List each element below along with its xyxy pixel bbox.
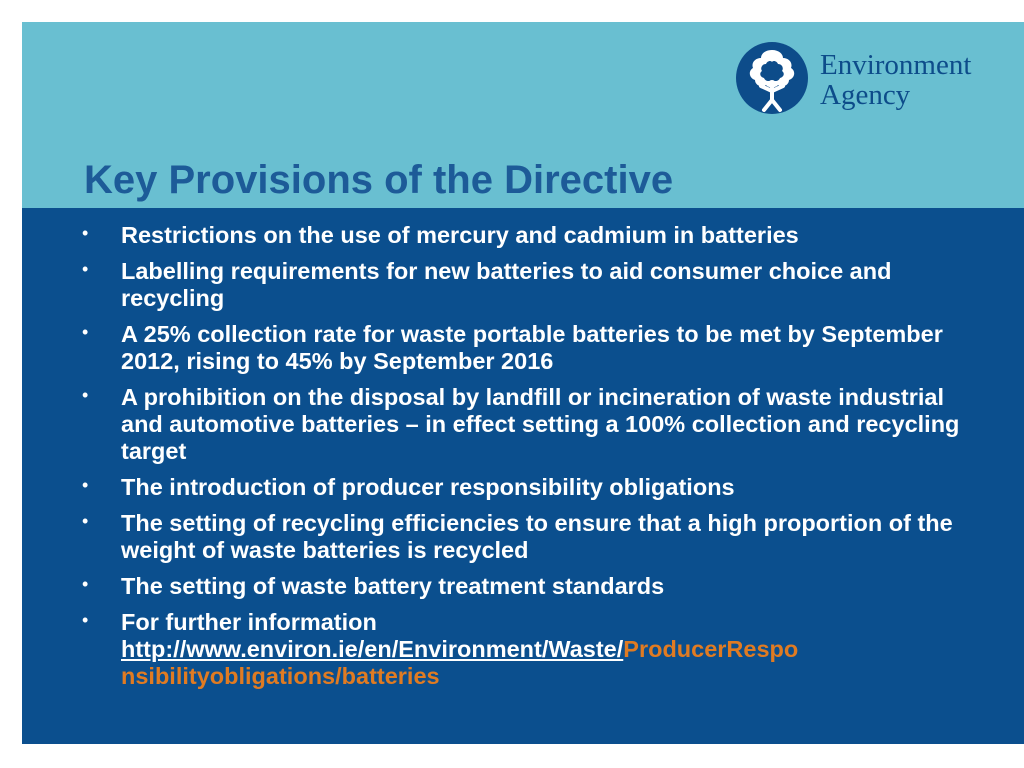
- bullet-item: [82, 222, 982, 249]
- bullet-text: A prohibition on the disposal by landfill or incineration of waste industrial and automotive batteries – in effect setting a 100% collection and recycling target: [121, 384, 960, 464]
- bullet-text: Labelling requirements for new batteries to aid consumer choice and recycling: [121, 258, 892, 311]
- environment-agency-tree-figure-icon: [734, 40, 810, 116]
- bullet-item: [82, 258, 982, 312]
- bullet-icon: •: [82, 385, 89, 405]
- further-info-link-path[interactable]: ProducerRespo nsibilityobligations/batteries: [121, 636, 799, 689]
- bullet-item-further-info: [82, 609, 982, 690]
- further-info-link-url[interactable]: http://www.environ.ie/en/Environment/Waste/: [121, 636, 624, 662]
- bullet-icon: •: [82, 511, 89, 531]
- bullet-text: The setting of waste battery treatment standards: [121, 573, 665, 599]
- bullet-icon: •: [82, 322, 89, 342]
- bullet-list: [82, 222, 982, 699]
- bullet-text: Restrictions on the use of mercury and cadmium in batteries: [121, 222, 799, 248]
- bullet-icon: •: [82, 475, 89, 495]
- bullet-icon: •: [82, 610, 89, 630]
- logo-wordmark-line1: Environment: [820, 49, 972, 81]
- environment-agency-logo: [734, 40, 996, 116]
- bullet-icon: •: [82, 259, 89, 279]
- further-info-link[interactable]: [121, 636, 798, 689]
- header-band: [22, 22, 1024, 208]
- logo-wordmark-line2: Agency: [820, 79, 911, 111]
- bullet-item: [82, 474, 982, 501]
- bullet-text: A 25% collection rate for waste portable batteries to be met by September 2012, rising to 45% by September 2016: [121, 321, 943, 374]
- bullet-icon: •: [82, 574, 89, 594]
- bullet-item: [82, 321, 982, 375]
- slide: [22, 22, 1024, 744]
- bullet-text: The setting of recycling efficiencies to ensure that a high proportion of the weight of waste batteries is recycled: [121, 510, 953, 563]
- bullet-item: [82, 573, 982, 600]
- bullet-item: [82, 384, 982, 465]
- bullet-text: The introduction of producer responsibility obligations: [121, 474, 735, 500]
- bullet-icon: •: [82, 223, 89, 243]
- further-info-label: For further information: [121, 609, 377, 635]
- slide-title: Key Provisions of the Directive: [84, 158, 674, 202]
- bullet-item: [82, 510, 982, 564]
